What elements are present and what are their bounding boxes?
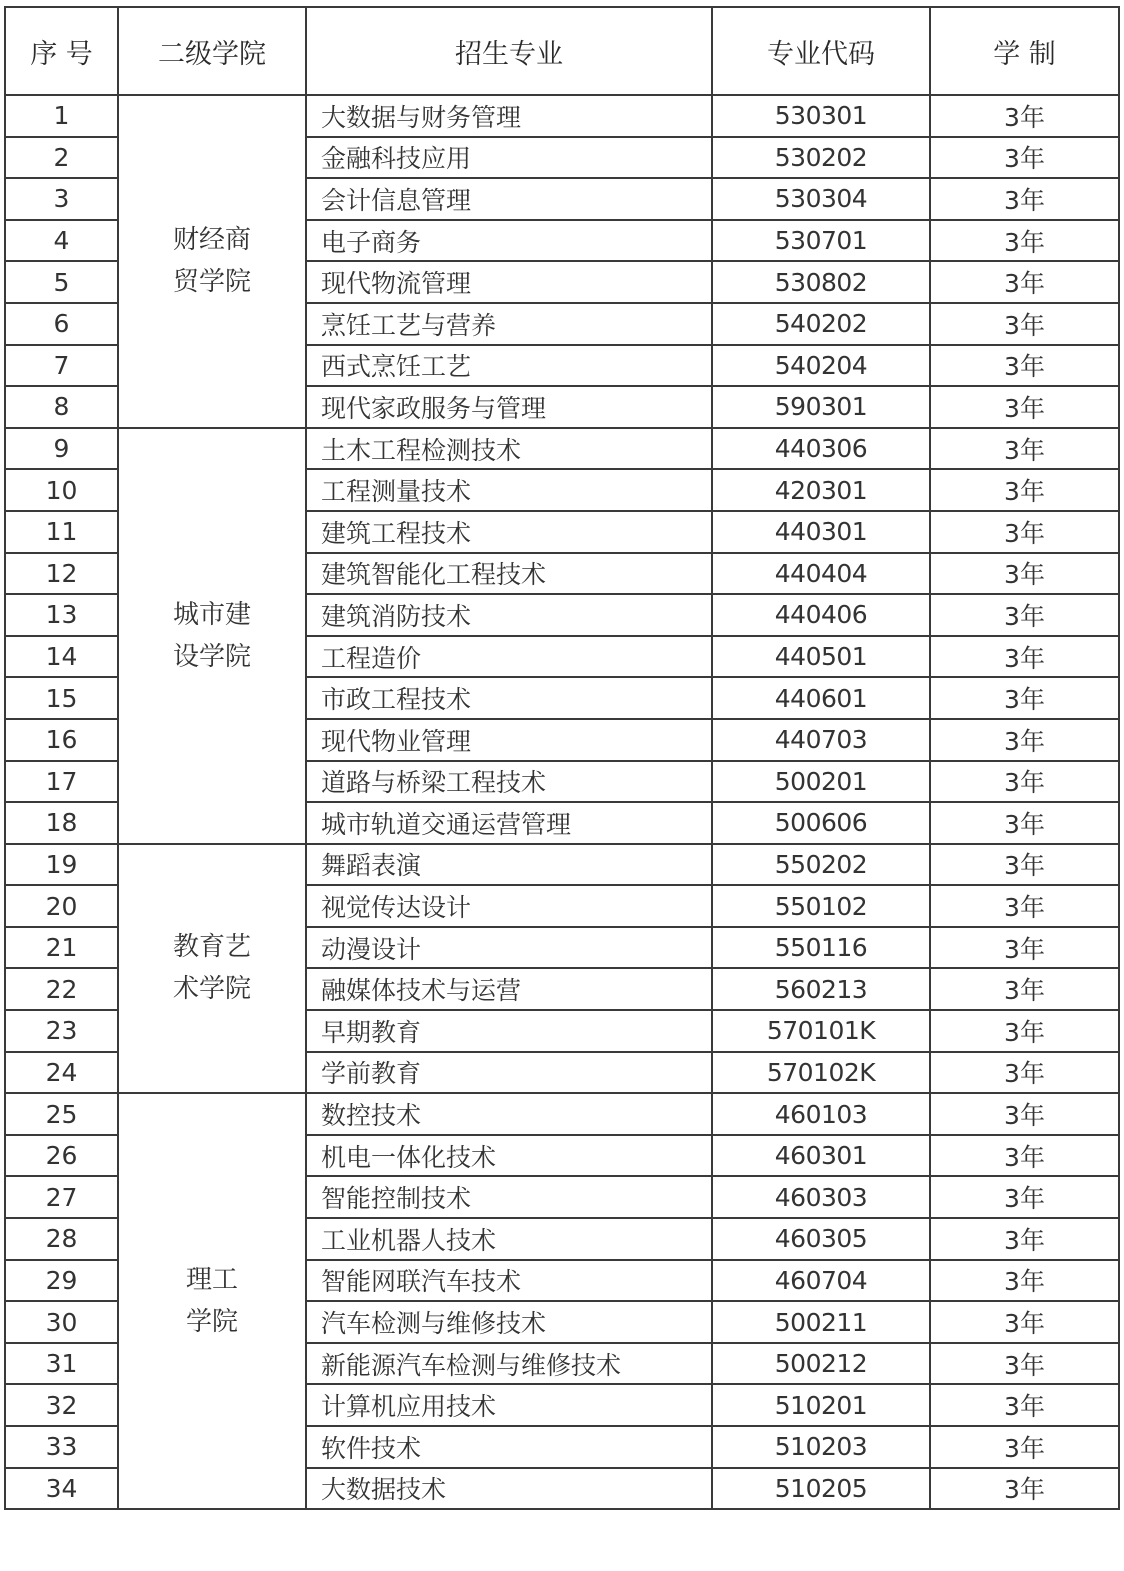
duration-cell: 3年 (930, 1135, 1119, 1177)
college-name-line2: 术学院 (172, 974, 251, 1005)
duration-cell: 3年 (930, 761, 1119, 803)
code-cell: 510205 (712, 1468, 930, 1510)
code-cell: 460301 (712, 1135, 930, 1177)
table-row (5, 1093, 1119, 1135)
code-cell: 440703 (712, 719, 930, 761)
major-cell: 早期教育 (306, 1010, 712, 1052)
major-cell: 智能控制技术 (306, 1176, 712, 1218)
major-cell: 数控技术 (306, 1093, 712, 1135)
seq-cell: 31 (5, 1343, 118, 1385)
header-code: 专业代码 (712, 7, 930, 95)
code-cell: 510203 (712, 1426, 930, 1468)
code-cell: 420301 (712, 469, 930, 511)
seq-cell: 26 (5, 1135, 118, 1177)
seq-cell: 8 (5, 386, 118, 428)
seq-cell: 5 (5, 261, 118, 303)
seq-cell: 34 (5, 1468, 118, 1510)
code-cell: 460303 (712, 1176, 930, 1218)
seq-cell: 30 (5, 1301, 118, 1343)
major-cell: 软件技术 (306, 1426, 712, 1468)
code-cell: 560213 (712, 968, 930, 1010)
seq-cell: 33 (5, 1426, 118, 1468)
majors-table (4, 6, 1120, 1510)
code-cell: 440601 (712, 677, 930, 719)
seq-cell: 18 (5, 802, 118, 844)
duration-cell: 3年 (930, 178, 1119, 220)
major-cell: 计算机应用技术 (306, 1384, 712, 1426)
code-cell: 440306 (712, 428, 930, 470)
code-cell: 500212 (712, 1343, 930, 1385)
duration-cell: 3年 (930, 1052, 1119, 1094)
code-cell: 540202 (712, 303, 930, 345)
code-cell: 440501 (712, 636, 930, 678)
major-cell: 建筑工程技术 (306, 511, 712, 553)
seq-cell: 10 (5, 469, 118, 511)
college-name-line1: 城市建 (172, 599, 251, 630)
duration-cell: 3年 (930, 1468, 1119, 1510)
seq-cell: 22 (5, 968, 118, 1010)
major-cell: 视觉传达设计 (306, 885, 712, 927)
seq-cell: 28 (5, 1218, 118, 1260)
major-cell: 建筑消防技术 (306, 594, 712, 636)
table-row (5, 428, 1119, 470)
header-duration: 学 制 (930, 7, 1119, 95)
seq-cell: 7 (5, 345, 118, 387)
duration-cell: 3年 (930, 1218, 1119, 1260)
duration-cell: 3年 (930, 927, 1119, 969)
code-cell: 570102K (712, 1052, 930, 1094)
code-cell: 460103 (712, 1093, 930, 1135)
college-cell (118, 1093, 306, 1509)
header-major: 招生专业 (306, 7, 712, 95)
seq-cell: 29 (5, 1260, 118, 1302)
duration-cell: 3年 (930, 220, 1119, 262)
major-cell: 大数据技术 (306, 1468, 712, 1510)
major-cell: 舞蹈表演 (306, 844, 712, 886)
college-name-line2: 学院 (185, 1307, 238, 1338)
seq-cell: 27 (5, 1176, 118, 1218)
major-cell: 建筑智能化工程技术 (306, 553, 712, 595)
code-cell: 500606 (712, 802, 930, 844)
duration-cell: 3年 (930, 1010, 1119, 1052)
college-name-line1: 教育艺 (172, 932, 251, 963)
major-cell: 动漫设计 (306, 927, 712, 969)
duration-cell: 3年 (930, 594, 1119, 636)
college-name-line1: 理工 (185, 1265, 238, 1296)
duration-cell: 3年 (930, 844, 1119, 886)
duration-cell: 3年 (930, 1384, 1119, 1426)
duration-cell: 3年 (930, 719, 1119, 761)
major-cell: 市政工程技术 (306, 677, 712, 719)
seq-cell: 19 (5, 844, 118, 886)
header-college: 二级学院 (118, 7, 306, 95)
major-cell: 智能网联汽车技术 (306, 1260, 712, 1302)
seq-cell: 24 (5, 1052, 118, 1094)
seq-cell: 3 (5, 178, 118, 220)
duration-cell: 3年 (930, 511, 1119, 553)
seq-cell: 25 (5, 1093, 118, 1135)
code-cell: 530301 (712, 95, 930, 137)
duration-cell: 3年 (930, 1426, 1119, 1468)
header-row (5, 7, 1119, 95)
seq-cell: 11 (5, 511, 118, 553)
duration-cell: 3年 (930, 428, 1119, 470)
college-name-line1: 财经商 (172, 225, 251, 256)
seq-cell: 2 (5, 137, 118, 179)
duration-cell: 3年 (930, 553, 1119, 595)
duration-cell: 3年 (930, 386, 1119, 428)
seq-cell: 4 (5, 220, 118, 262)
code-cell: 460305 (712, 1218, 930, 1260)
seq-cell: 23 (5, 1010, 118, 1052)
duration-cell: 3年 (930, 636, 1119, 678)
major-cell: 大数据与财务管理 (306, 95, 712, 137)
table-header (5, 7, 1119, 95)
duration-cell: 3年 (930, 1176, 1119, 1218)
code-cell: 460704 (712, 1260, 930, 1302)
code-cell: 530802 (712, 261, 930, 303)
code-cell: 550202 (712, 844, 930, 886)
college-name-line2: 设学院 (172, 641, 251, 672)
major-cell: 工程测量技术 (306, 469, 712, 511)
duration-cell: 3年 (930, 968, 1119, 1010)
duration-cell: 3年 (930, 802, 1119, 844)
college-name-line2: 贸学院 (172, 267, 251, 298)
seq-cell: 14 (5, 636, 118, 678)
major-cell: 会计信息管理 (306, 178, 712, 220)
duration-cell: 3年 (930, 303, 1119, 345)
major-cell: 道路与桥梁工程技术 (306, 761, 712, 803)
duration-cell: 3年 (930, 1301, 1119, 1343)
college-cell (118, 95, 306, 428)
major-cell: 汽车检测与维修技术 (306, 1301, 712, 1343)
college-cell (118, 844, 306, 1094)
code-cell: 500211 (712, 1301, 930, 1343)
table-row (5, 95, 1119, 137)
code-cell: 440406 (712, 594, 930, 636)
seq-cell: 32 (5, 1384, 118, 1426)
seq-cell: 15 (5, 677, 118, 719)
duration-cell: 3年 (930, 1343, 1119, 1385)
duration-cell: 3年 (930, 1260, 1119, 1302)
duration-cell: 3年 (930, 1093, 1119, 1135)
code-cell: 440404 (712, 553, 930, 595)
seq-cell: 20 (5, 885, 118, 927)
code-cell: 510201 (712, 1384, 930, 1426)
major-cell: 现代物流管理 (306, 261, 712, 303)
major-cell: 现代物业管理 (306, 719, 712, 761)
seq-cell: 6 (5, 303, 118, 345)
college-cell (118, 428, 306, 844)
code-cell: 530304 (712, 178, 930, 220)
code-cell: 530202 (712, 137, 930, 179)
duration-cell: 3年 (930, 95, 1119, 137)
code-cell: 550102 (712, 885, 930, 927)
duration-cell: 3年 (930, 469, 1119, 511)
major-cell: 现代家政服务与管理 (306, 386, 712, 428)
duration-cell: 3年 (930, 261, 1119, 303)
code-cell: 540204 (712, 345, 930, 387)
major-cell: 西式烹饪工艺 (306, 345, 712, 387)
major-cell: 土木工程检测技术 (306, 428, 712, 470)
seq-cell: 12 (5, 553, 118, 595)
duration-cell: 3年 (930, 885, 1119, 927)
table-row (5, 844, 1119, 886)
code-cell: 500201 (712, 761, 930, 803)
code-cell: 530701 (712, 220, 930, 262)
major-cell: 机电一体化技术 (306, 1135, 712, 1177)
major-cell: 金融科技应用 (306, 137, 712, 179)
seq-cell: 9 (5, 428, 118, 470)
code-cell: 550116 (712, 927, 930, 969)
duration-cell: 3年 (930, 137, 1119, 179)
major-cell: 新能源汽车检测与维修技术 (306, 1343, 712, 1385)
major-cell: 融媒体技术与运营 (306, 968, 712, 1010)
major-cell: 学前教育 (306, 1052, 712, 1094)
seq-cell: 13 (5, 594, 118, 636)
major-cell: 烹饪工艺与营养 (306, 303, 712, 345)
code-cell: 440301 (712, 511, 930, 553)
seq-cell: 17 (5, 761, 118, 803)
seq-cell: 21 (5, 927, 118, 969)
major-cell: 工程造价 (306, 636, 712, 678)
major-cell: 工业机器人技术 (306, 1218, 712, 1260)
code-cell: 590301 (712, 386, 930, 428)
code-cell: 570101K (712, 1010, 930, 1052)
major-cell: 电子商务 (306, 220, 712, 262)
table-body (5, 95, 1119, 1509)
major-cell: 城市轨道交通运营管理 (306, 802, 712, 844)
seq-cell: 1 (5, 95, 118, 137)
header-seq: 序 号 (5, 7, 118, 95)
duration-cell: 3年 (930, 345, 1119, 387)
seq-cell: 16 (5, 719, 118, 761)
duration-cell: 3年 (930, 677, 1119, 719)
